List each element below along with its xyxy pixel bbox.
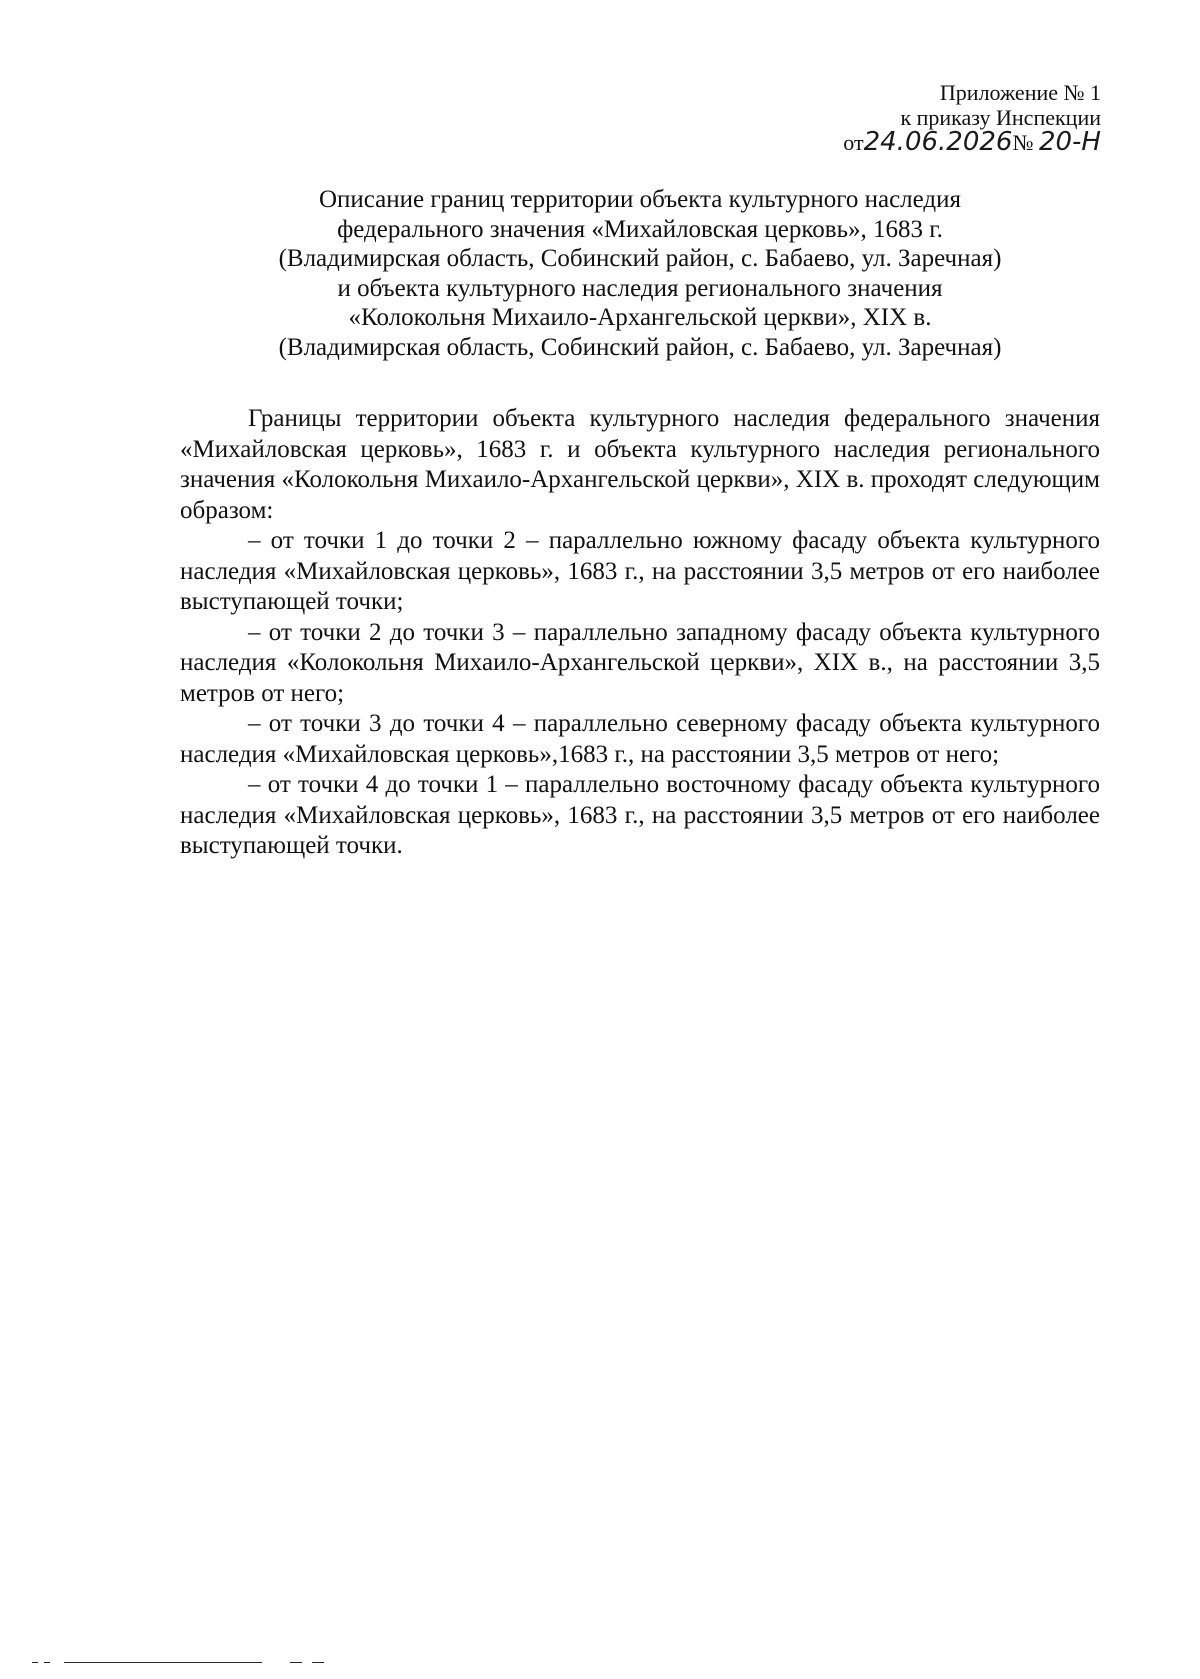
boundary-item: – от точки 4 до точки 1 – параллельно восточному фасаду объекта культурного наследия «Михайловская церковь», 1683 г., на расстоянии 3,5 метров от его наиболее выступающей точки. xyxy=(180,771,1100,859)
footer-rule xyxy=(312,1662,324,1663)
annex-date-line xyxy=(741,127,1101,157)
title-line: федерального значения «Михайловская церковь», 1683 г. xyxy=(337,215,943,243)
annex-from-prefix: от xyxy=(843,130,864,155)
footer-rule xyxy=(32,1662,38,1663)
title-line: (Владимирская область, Собинский район, с. Бабаево, ул. Заречная) xyxy=(278,245,1002,272)
number-sign: № xyxy=(1012,130,1034,155)
title-line: «Колокольня Михаило-Архангельской церкви», XIX в. xyxy=(348,304,932,331)
document-title xyxy=(180,185,1100,362)
title-line: (Владимирская область, Собинский район, с. Бабаево, ул. Заречная) xyxy=(278,333,1002,361)
intro-paragraph: Границы территории объекта культурного наследия федерального значения «Михайловская церковь», 1683 г. и объекта культурного наследия регионального значения «Колокольня Михаило-Архангельской церкви», XIX в. проходят следующим образом: xyxy=(180,405,1100,524)
document-body xyxy=(180,404,1100,862)
title-line: и объекта культурного наследия регионального значения xyxy=(337,274,943,302)
handwritten-order-number: 20-Н xyxy=(1038,127,1101,157)
footer-rule xyxy=(44,1662,50,1663)
boundary-item: – от точки 3 до точки 4 – параллельно северному фасаду объекта культурного наследия «Михайловская церковь»,1683 г., на расстоянии 3,5 метров от него; xyxy=(180,710,1100,768)
boundary-item: – от точки 1 до точки 2 – параллельно южному фасаду объекта культурного наследия «Михайловская церковь», 1683 г., на расстоянии 3,5 метров от его наиболее выступающей точки; xyxy=(180,527,1100,615)
footer-rule xyxy=(290,1662,302,1663)
footer-rule xyxy=(64,1662,262,1663)
annex-block xyxy=(741,80,1101,155)
handwritten-date: 24.06.2026 xyxy=(863,127,1013,157)
annex-order-reference: к приказу Инспекции xyxy=(900,105,1101,130)
boundary-item: – от точки 2 до точки 3 – параллельно западному фасаду объекта культурного наследия «Колокольня Михаило-Архангельской церкви», XIX в., на расстоянии 3,5 метров от него; xyxy=(180,618,1100,707)
title-line: Описание границ территории объекта культурного наследия xyxy=(318,186,962,213)
annex-title: Приложение № 1 xyxy=(939,80,1101,105)
